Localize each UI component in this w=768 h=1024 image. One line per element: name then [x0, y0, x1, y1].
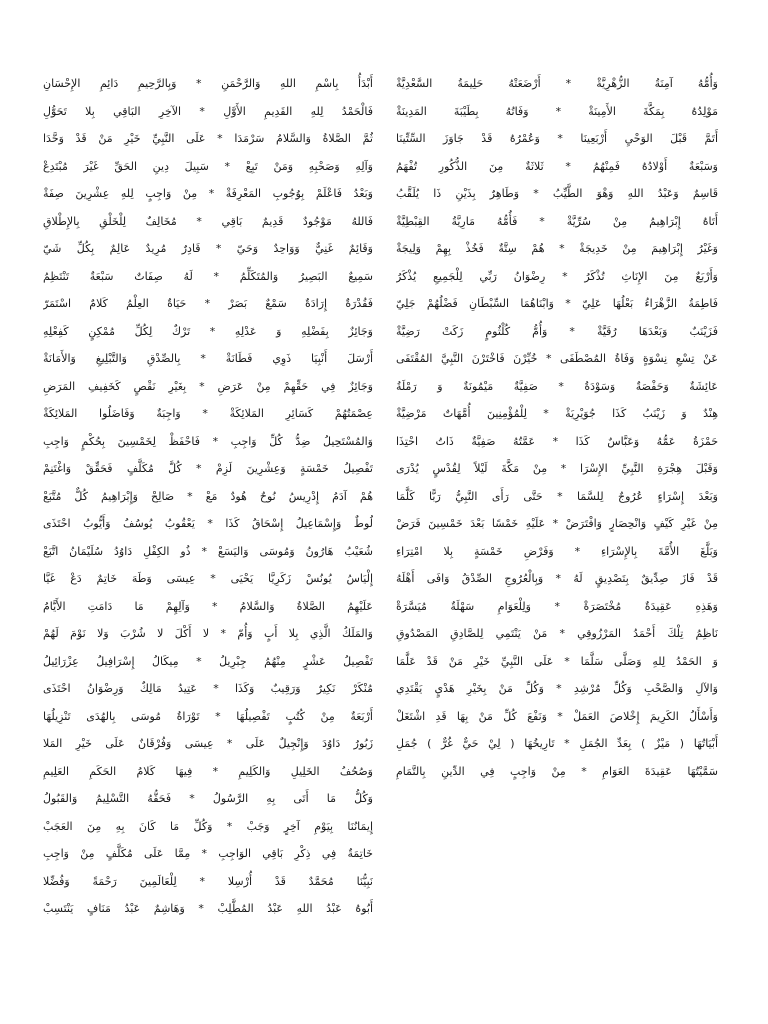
left-verse-line: إِيمَانُنَا بِيَوْمِ آخِرٍ وَجَبْ * وَكُلِّ مَا كَانَ بِهِ مِنَ العَجَبْ — [43, 819, 373, 833]
left-verse-line: وَقَائِمٌ غَنِيٌّ وَوَاحِدٌ وَحَيّ * قَادِرٌ مُرِيدٌ عَالِمٌ بِكُلِّ شَيّ — [43, 242, 373, 255]
right-verse-line: وَقَبْلَ هِجْرَةِ النَّبِيِّ الإِسْرَا * مِنْ مَكَّةَ لَيْلاً لِقُدْسٍ يُدْرَى — [396, 462, 718, 475]
left-verse-line: تَفْصِيلُ عَشْرٍ مِنْهُمُ جِبْرِيلُ * مِيكَالُ إِسْرَافِيلُ عِزْرَائِيلُ — [43, 654, 373, 668]
right-verse-line: وَأُمُّهُ آمِنَةُ الزُّهْرِيَّةْ * أَرْضَعَتْهُ حَلِيمَةُ السَّعْدِيَّةْ — [396, 77, 718, 90]
right-verse-line: هِنْدٌ وَ زَيْنَبُ كَذَا جُوَيْرِيَةْ * لِلْمُؤْمِنِينَ أُمَّهَاتٌ مَرْضِيَّةْ — [396, 407, 718, 420]
right-verse-line: وَالآلِ وَالصَّحْبِ وَكُلِّ مُرْشِدِ * وَكُلِّ مَنْ بِخَيْرِ هَدْيٍ يَقْتَدِي — [396, 682, 718, 695]
right-verse-line: مَوْلِدُهُ بِمَكَّةَ الأَمِينَةْ * وَفَاتُهُ بِطَيْبَةَ المَدِينَةْ — [396, 104, 718, 118]
left-verse-line: هُمْ آدَمُ إِدْرِيسُ نُوحٌ هُودٌ مَعْ * صَالِحْ وَإِبْرَاهِيمُ كُلٌّ مُتَّبَعْ — [43, 489, 373, 503]
left-verse-line: زَبُورُ دَاوُدَ وَإِنْجِيلٌ عَلَى * عِيسَى وَفُرْقَانٌ عَلَى خَيْرِ المَلا — [43, 737, 373, 750]
left-verse-line: وَكُلُّ مَا أَتَى بِهِ الرَّسُولُ * فَحَقُّهُ التَّسْلِيمُ وَالقَبُولُ — [43, 792, 373, 805]
left-verse-line: وَصُحُفُ الخَلِيلِ وَالكَلِيمِ * فِيهَا كَلامُ الحَكَمِ العَلِيمِ — [43, 764, 373, 778]
left-verse-column — [43, 70, 373, 923]
right-verse-line: قَاسِمٌ وَعَبْدُ اللهِ وَهْوَ الطَّيِّبُ * وَطَاهِرٌ بِذَيْنِ ذَا يُلَقَّبُ — [396, 187, 718, 200]
right-verse-column — [396, 70, 718, 785]
right-verse-line: أَبْيَاتُهَا ( مَيْزٌ ) بِعَدِّ الجُمَلِ * تَارِيخُهَا ( لِيْ حَيٌّ غُرٌّ ) جُمَلِ — [396, 737, 718, 750]
right-verse-line: وَهَذِهِ عَقِيدَةٌ مُخْتَصَرَةْ * وَلِلْعَوَامِ سَهْلَةٌ مُيَسَّرَةْ — [396, 599, 718, 613]
left-verse-line: وَالمَلَكُ الَّذِي بِلا أَبٍ وَأُمّ * لا أَكْلَ لا شُرْبَ وَلا نَوْمَ لَهُمْ — [43, 627, 373, 640]
left-verse-line: شُعَيْبُ هَارُونُ وَمُوسَى وَاليَسَعْ * ذُو الكِفْلِ دَاوُدُ سُلَيْمَانُ اتَّبَعْ — [43, 544, 373, 558]
left-verse-line: عَلَيْهِمُ الصَّلاةُ وَالسَّلامُ * وَآلِهِمْ مَا دَامَتِ الأَيَّامُ — [43, 599, 373, 613]
left-verse-line: نَبِيُّنَا مُحَمَّدٌ قَدْ أُرْسِلا * لِلْعَالَمِينَ رَحْمَةً وَفُضِّلا — [43, 874, 373, 888]
right-verse-line: أَتَمَّ قَبْلَ الوَحْيِ أَرْبَعِينَا * وَعُمْرُهُ قَدْ جَاوَزَ السِّتِّينَا — [396, 132, 718, 145]
left-verse-line: فَاللهُ مَوْجُودٌ قَدِيمٌ بَاقِي * مُخَالِفٌ لِلْخَلْقِ بِالإِطْلاقِ — [43, 214, 373, 228]
left-verse-line: خَاتِمَةٌ فِي ذِكْرِ بَاقِي الوَاجِبِ * مِمَّا عَلَى مُكَلَّفٍ مِنْ وَاجِبِ — [43, 847, 373, 860]
right-verse-line: وَأَرْبَعٌ مِنَ الإِنَاثِ تُذْكَرُ * رِضْوَانُ رَبِّي لِلْجَمِيعِ يُذْكَرُ — [396, 269, 718, 283]
right-verse-line: مِنْ غَيْرِ كَيْفٍ وَانْحِصَارٍ وَافْتَرَضْ * عَلَيْهِ خَمْسًا بَعْدَ خَمْسِينَ فَرَضْ — [396, 517, 718, 530]
right-verse-line: وَسَبْعَةٌ أَوْلادُهُ فَمِنْهُمُ * ثَلاثَةٌ مِنَ الذُّكُورِ تُفْهَمُ — [396, 159, 718, 173]
right-verse-line: عَائِشَةٌ وَحَفْصَةٌ وَسَوْدَةُ * صَفِيَّةٌ مَيْمُونَةٌ وَ رَمْلَةُ — [396, 379, 718, 393]
left-verse-line: فَقُدْرَةٌ إِرَادَةٌ سَمْعٌ بَصَرْ * حَيَاةٌ العِلْمُ كَلامٌ اسْتَمَرّ — [43, 297, 373, 310]
right-verse-line: حَمْزَةُ عَمُّهُ وَعَبَّاسٌ كَذَا * عَمَّتُهُ صَفِيَّةٌ ذَاتُ احْتِذَا — [396, 434, 718, 448]
right-verse-line: وَغَيْرُ إِبْرَاهِيمَ مِنْ خَدِيجَةْ * هُمْ سِتَّةٌ فَخُذْ بِهِمْ وَلِيجَةْ — [396, 242, 718, 255]
left-verse-line: أَرْسَلَ أَنْبِيَا ذَوِي فَطَانَةْ * بِالصِّدْقِ وَالتَّبْلِيغِ وَالأَمَانَةْ — [43, 352, 373, 365]
right-verse-line: عَنْ تِسْعِ نِسْوَةٍ وَفَاةُ المُصْطَفَى * خُيِّرْنَ فَاخْتَرْنَ النَّبِيَّ المُقْتَفَى — [396, 352, 718, 365]
left-verse-line: إِلْيَاسُ يُونُسْ زَكَرِيَّا يَحْيَى * عِيسَى وَطَهَ خَاتِمٌ دَعْ غَيَّا — [43, 572, 373, 585]
right-verse-line: وَأَسْأَلُ الكَرِيمَ إِخْلاصَ العَمَلْ * وَنَفْعَ كُلِّ مَنْ بِهَا قَدِ اشْتَغَلْ — [396, 709, 718, 723]
left-verse-line: وَالمُسْتَحِيلُ ضِدُّ كُلِّ وَاجِبِ * فَاحْفَظْ لِخَمْسِينَ بِحُكْمٍ وَاجِبِ — [43, 434, 373, 448]
left-verse-line: لُوطٌ وَإِسْمَاعِيلُ إِسْحَاقُ كَذَا * يَعْقُوبُ يُوسُفُ وَأَيُّوبُ احْتَذَى — [43, 517, 373, 530]
right-verse-line: فَزَيْنَبٌ وَبَعْدَهَا رُقَيَّةْ * وَأُمُّ كُلْثُومٍ زَكَتْ رَضِيَّةْ — [396, 324, 718, 338]
right-verse-line: وَ الحَمْدُ لِلهِ وَصَلَّى سَلَّمَا * عَلَى النَّبِيِّ خَيْرِ مَنْ قَدْ عَلَّمَا — [396, 654, 718, 668]
left-verse-line: ثُمَّ الصَّلاةُ وَالسَّلامُ سَرْمَدَا * عَلَى النَّبِيِّ خَيْرِ مَنْ قَدْ وَحَّدَا — [43, 132, 373, 145]
left-verse-line: عِصْمَتُهُمْ كَسَائِرِ المَلائِكَةْ * وَاجِبَةٌ وَفَاضَلُوا المَلائِكَةْ — [43, 407, 373, 420]
left-verse-line: تَفْصِيلُ خَمْسَةٍ وَعِشْرِينَ لَزِمْ * كُلَّ مُكَلَّفٍ فَحَقِّقْ وَاغْتَنِمْ — [43, 462, 373, 475]
left-verse-line: أَرْبَعَةٌ مِنْ كُتُبٍ تَفْصِيلُهَا * تَوْرَاةُ مُوسَى بِالهُدَى تَنْزِيلُهَا — [43, 709, 373, 723]
right-verse-line: وَبَعْدَ إِسْرَاءٍ عُرُوجٌ لِلسَّمَا * حَتَّى رَأَى النَّبِيُّ رَبًّا كَلَّمَا — [396, 489, 718, 503]
left-verse-line: فَالْحَمْدُ لِلهِ القَدِيمِ الأَوَّلِ * الآخِرِ البَاقِي بِلا تَحَوُّلِ — [43, 104, 373, 118]
right-verse-line: وَبَلَّغَ الأُمَّةَ بِالإِسْرَاءِ * وَفَرْضِ خَمْسَةٍ بِلا امْتِرَاءِ — [396, 544, 718, 558]
left-verse-line: أَبْدَأُ بِاسْمِ اللهِ وَالرَّحْمَنِ * وَبِالرَّحِيمِ دَائِمِ الإِحْسَانِ — [43, 77, 373, 90]
right-verse-line: قَدْ فَازَ صِدِّيقٌ بِتَصْدِيقٍ لَهُ * وَبِالْعُرُوجِ الصِّدْقُ وَافَى أَهْلَهُ — [396, 572, 718, 585]
right-verse-line: أَتَاهُ إِبْرَاهِيمُ مِنْ سُرِّيَّةْ * فَأُمُّهُ مَارِيَّةُ القِبْطِيَّةْ — [396, 214, 718, 228]
left-verse-line: وَجَائِزٌ فِي حَقِّهِمْ مِنْ عَرَضِ * بِغَيْرِ نَقْصٍ كَخَفِيفِ المَرَضِ — [43, 379, 373, 393]
left-verse-line: سَمِيعٌ البَصِيرُ وَالمُتَكَلِّمُ * لَهُ صِفَاتٌ سَبْعَةٌ تَنْتَظِمُ — [43, 269, 373, 283]
left-verse-line: أَبُوهُ عَبْدُ اللهِ عَبْدُ المُطَّلِبْ * وَهَاشِمٌ عَبْدُ مَنَافٍ يَنْتَسِبْ — [43, 902, 373, 915]
right-verse-line: سَمَّيْتُهَا عَقِيدَةَ العَوَامِ * مِنْ وَاجِبٍ فِي الدِّينِ بِالتَّمَامِ — [396, 764, 718, 778]
left-verse-line: وَبَعْدُ فَاعْلَمْ بِوُجُوبِ المَعْرِفَةْ * مِنْ وَاجِبٍ لِلهِ عِشْرِينَ صِفَةْ — [43, 187, 373, 200]
left-verse-line: وَجَائِزٌ بِفَضْلِهِ وَ عَدْلِهِ * تَرْكٌ لِكُلِّ مُمْكِنٍ كَفِعْلِهِ — [43, 324, 373, 338]
right-verse-line: فَاطِمَةُ الزَّهْرَاءُ بَعْلُهَا عَلِيّ * وَابْنَاهُمَا السِّبْطَانِ فَضْلُهُمْ جَلِيّ — [396, 297, 718, 310]
right-verse-line: نَاظِمُ تِلْكَ أَحْمَدُ المَرْزُوقِي * مَنْ يَنْتَمِي لِلصَّادِقِ المَصْدُوقِ — [396, 627, 718, 640]
left-verse-line: مُنْكَرْ نَكِيرٌ وَرَقِيبٌ وَكَذَا * عَتِيدُ مَالِكٌ وَرِضْوَانُ احْتَذَى — [43, 682, 373, 695]
left-verse-line: وَآلِهِ وَصَحْبِهِ وَمَنْ تَبِعْ * سَبِيلَ دِينِ الحَقِّ غَيْرَ مُبْتَدِعْ — [43, 159, 373, 173]
